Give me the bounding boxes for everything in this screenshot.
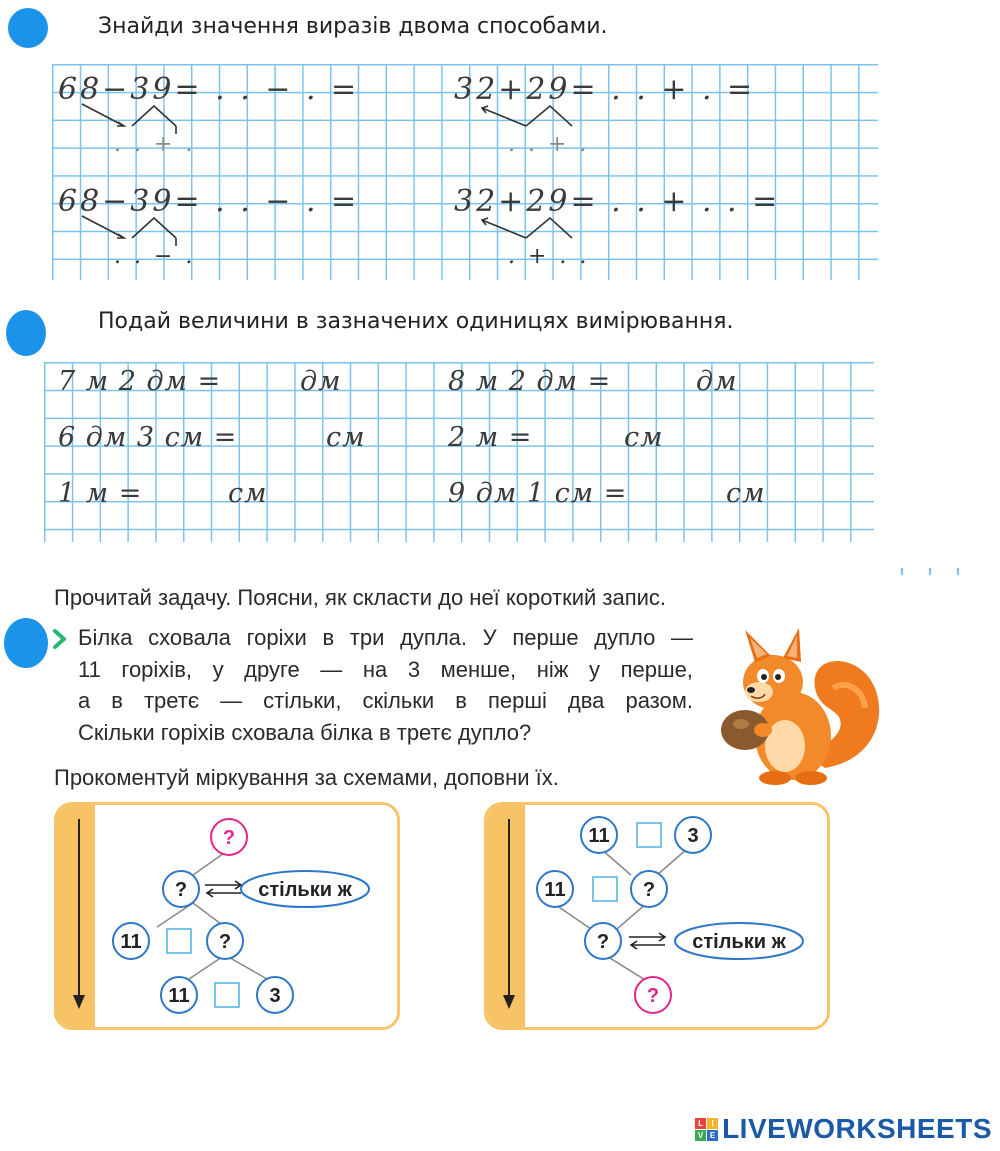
task2-title: Подай величини в зазначених одиницях вимірювання. [98, 309, 734, 334]
logo-tile: E [707, 1130, 718, 1141]
task-bullet-1 [8, 8, 48, 48]
task1-row1-right-decomposition: . . + . [508, 132, 590, 157]
problem-line: Скільки горіхів сховала білка в третє дупло? [78, 719, 532, 745]
scheme-right-row1-left-node: 11 [588, 825, 610, 847]
logo-tiles-icon [695, 1118, 718, 1141]
task1-row2-left-decomposition: . . − . [114, 244, 196, 269]
scheme-right-bottom-node: ? [646, 985, 660, 1007]
scheme-left-bubble: стільки ж [258, 879, 352, 901]
task2-left-expression-3: 1 м = [58, 478, 143, 509]
scheme-right-operation-box-1[interactable] [637, 823, 661, 847]
scheme-right-bubble: стільки ж [692, 931, 786, 953]
scheme-right [484, 802, 830, 1030]
scheme-left-operation-box-2[interactable] [215, 983, 239, 1007]
scheme-right-row1-right-node: 3 [687, 825, 699, 847]
scheme-right-row2-left-node: 11 [544, 879, 566, 901]
task2-left-unit-1: дм [300, 366, 342, 397]
task1-title: Знайди значення виразів двома способами. [98, 14, 608, 39]
task-bullet-2 [6, 310, 46, 356]
task2-left-expression-1: 7 м 2 дм = [58, 366, 222, 397]
task-bullet-3 [4, 618, 48, 668]
task2-grid [44, 362, 874, 542]
task3-comment-instruction: Прокоментуй міркування за схемами, доповни їх. [54, 765, 559, 790]
task3-read-instruction: Прочитай задачу. Поясни, як скласти до неї короткий запис. [54, 585, 667, 610]
scheme-left [54, 802, 400, 1030]
task1-grid [52, 64, 878, 280]
task2-right-unit-3: см [726, 478, 766, 509]
chevron-right-icon [52, 628, 68, 650]
task3-problem-text [78, 622, 693, 748]
squirrel-illustration [715, 618, 885, 788]
logo-tile: I [707, 1118, 718, 1129]
task2-right-expression-1: 8 м 2 дм = [448, 366, 612, 397]
task2-right-unit-2: см [624, 422, 664, 453]
scheme-left-mid-node: ? [174, 879, 188, 901]
scheme-left-row4-right-node: 3 [269, 985, 281, 1007]
problem-line: Білка сховала горіхи в три дупла. У перше дупло — [78, 625, 693, 650]
scheme-right-row2-right-node: ? [642, 879, 656, 901]
scheme-left-operation-box-1[interactable] [167, 929, 191, 953]
task2-right-expression-2: 2 м = [448, 422, 533, 453]
problem-line: а в третє — стільки, скільки в перші два разом. [78, 688, 693, 713]
scheme-left-row3-right-node: ? [218, 931, 232, 953]
scheme-right-row3-node: ? [596, 931, 610, 953]
scheme-left-top-node: ? [222, 827, 236, 849]
task1-row2-right-expression: 32+29= . . + . . = [454, 184, 781, 219]
task2-right-unit-1: дм [696, 366, 738, 397]
logo-text: LIVEWORKSHEETS [722, 1113, 992, 1144]
scheme-left-row3-left-node: 11 [120, 931, 142, 953]
task2-left-unit-2: см [326, 422, 366, 453]
task1-row1-left-decomposition: . . + . [114, 132, 196, 157]
logo-tile: L [695, 1118, 706, 1129]
logo-tile: V [695, 1130, 706, 1141]
problem-line: 11 горіхів, у друге — на 3 менше, ніж у перше, [78, 656, 693, 682]
task1-row2-left-expression: 68−39= . . − . = [58, 184, 360, 219]
scheme-left-row4-left-node: 11 [168, 985, 190, 1007]
task1-row2-right-decomposition: . + . . [508, 244, 590, 269]
task2-left-unit-3: см [228, 478, 268, 509]
scheme-right-operation-box-2[interactable] [593, 877, 617, 901]
task1-row1-left-expression: 68−39= . . − . = [58, 72, 360, 107]
task2-right-expression-3: 9 дм 1 см = [448, 478, 628, 509]
task2-left-expression-2: 6 дм 3 см = [58, 422, 238, 453]
task1-row1-right-expression: 32+29= . . + . = [454, 72, 756, 107]
small-ticks [900, 563, 962, 581]
liveworksheets-logo [695, 1113, 992, 1145]
